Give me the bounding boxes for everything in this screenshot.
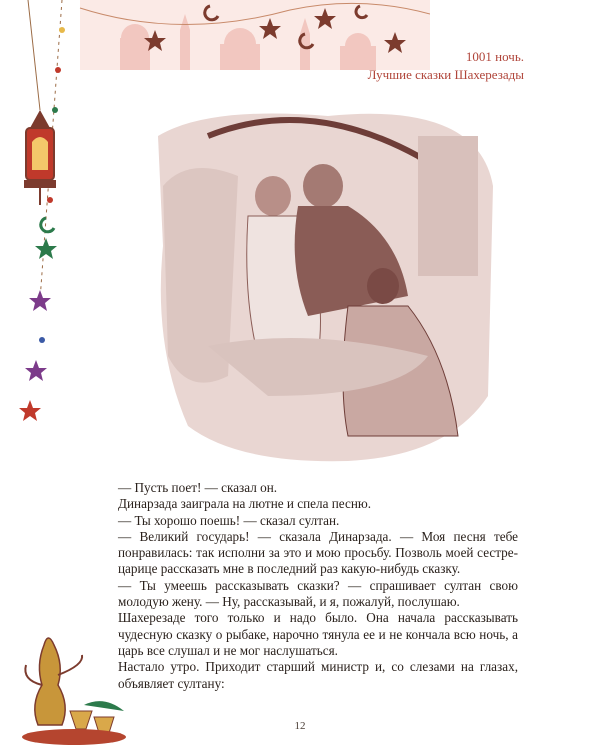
page-number: 12 [294, 720, 306, 732]
paragraph-7: Настало утро. Приходит старший министр и, со слезами на глазах, объявляет султану: [118, 659, 518, 691]
moon-icon [41, 218, 54, 232]
star-icons [19, 238, 57, 421]
paragraph-6: Шахерезаде того только и надо было. Она начала рассказывать чудесную сказку о рыбаке, нарочно тянула ее и не кончала всю ночь, а царь все слушал и не мог наслушаться. [118, 610, 518, 658]
paragraph-3: — Ты хорошо поешь! — сказал султан. [118, 512, 340, 528]
illustration [148, 96, 500, 466]
paragraph-1: — Пусть поет! — сказал он. [118, 480, 278, 495]
leaves [84, 701, 124, 711]
body-text [118, 480, 518, 692]
paragraph-4: — Великий государь! — сказала Динарзада. — Моя песня тебе понравилась: так исполни за это и мою просьбу. Позволь моей сестре-царице рассказать мне в последний раз какую-нибудь сказку. [118, 528, 518, 577]
lantern-decoration [0, 0, 80, 450]
window-arch [418, 136, 478, 276]
paragraph-5: — Ты умеешь рассказывать сказки? — спрашивает султан свою молодую жену. — Ну, рассказывай, и я, пожалуй, послушаю. [118, 577, 518, 610]
book-header-line2: Лучшие сказки Шахерезады [367, 67, 524, 82]
book-header-line1: 1001 ночь. [465, 49, 524, 64]
lantern-icon [24, 110, 56, 205]
book-header [368, 48, 524, 84]
lantern-chain [28, 0, 40, 110]
paragraph-2: Динарзада заиграла на лютне и спела песню. [118, 496, 372, 512]
